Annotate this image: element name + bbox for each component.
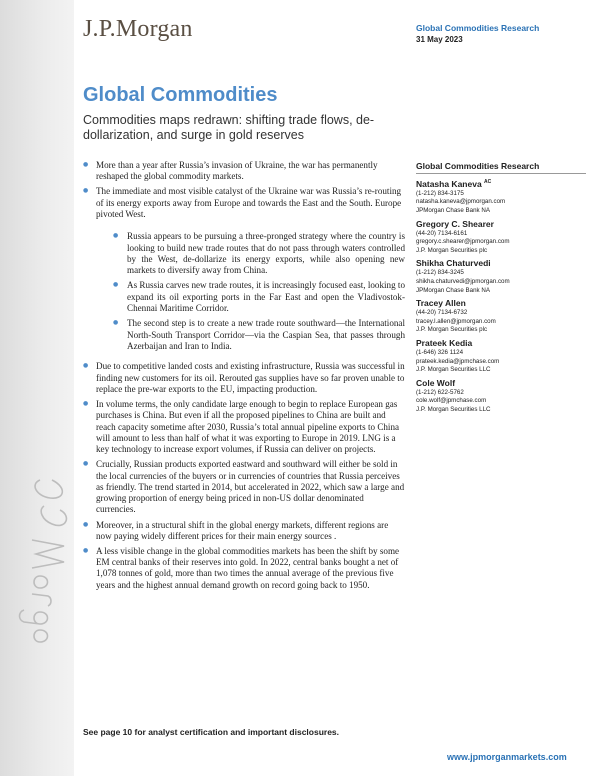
report-date: 31 May 2023 <box>416 35 463 44</box>
analyst-card <box>416 177 586 216</box>
analyst-name: Prateek Kedia <box>416 337 473 348</box>
analyst-entity: JPMorgan Chase Bank NA <box>416 207 490 215</box>
analyst-card <box>416 338 586 375</box>
analyst-entity: JPMorgan Chase Bank NA <box>416 286 490 294</box>
analyst-name: Cole Wolf <box>416 377 456 388</box>
sub-bullet: ● As Russia carves new trade routes, it is increasingly focused east, looking to expand its oil exporting ports in the Far East and open the Vladivostok-Chennai Maritime Corridor. <box>113 280 405 314</box>
analyst-entity: J.P. Morgan Securities LLC <box>416 405 491 413</box>
disclosure-note: See page 10 for analyst certification and important disclosures. <box>83 727 340 737</box>
analyst-phone: (1-212) 834-3175 <box>416 189 464 197</box>
summary-bullet: ● Due to competitive landed costs and existing infrastructure, Russia was successful in finding new customers for its oil. Rerouted gas supplies have so far proven unable to replace the pre-war exports to the EU, impacting production. <box>83 361 405 395</box>
analyst-phone: (44-20) 7134-6732 <box>416 309 468 317</box>
analyst-card <box>416 298 586 335</box>
left-margin-band <box>0 0 74 776</box>
analyst-card <box>416 378 586 415</box>
analyst-email-link[interactable]: gregory.c.shearer@jpmorgan.com <box>416 238 510 246</box>
analyst-name: Tracey Allen <box>416 298 466 309</box>
summary-bullet: ● Moreover, in a structural shift in the global energy markets, different regions are now paying widely different prices for their main energy sources . <box>83 520 405 543</box>
analyst-email-link[interactable]: tracey.l.allen@jpmorgan.com <box>416 317 496 325</box>
summary-bullet: ● A less visible change in the global commodities markets has been the shift by some EM central banks of their reserves into gold. In 2022, central banks bought a net of 1,078 tonnes of gold, more than two times the annual average of the previous five years and the highest annual demand growth on record going back to 1950. <box>83 546 405 591</box>
summary-bullet: ● The immediate and most visible catalyst of the Ukraine war was Russia’s re-routing of its energy exports away from Europe and towards the East and the South. Europe pivoted West. <box>83 186 405 220</box>
analyst-phone: (1-212) 834-3245 <box>416 269 464 277</box>
jpmorgan-logo: J.P.Morgan <box>83 16 193 42</box>
summary-bullets <box>83 160 405 220</box>
summary-bullet: ● In volume terms, the only candidate large enough to begin to replace European gas purchases is China. But even if all the proposed pipelines to China are built and reach capacity sometime after 2030, Russia’s total annual pipeline exports to China will amount to less than half of what it was exporting to Europe in 2019. LNG is a key technology to increase export volumes, if Russia can deliver on projects. <box>83 399 405 455</box>
analyst-email-link[interactable]: shikha.chaturvedi@jpmorgan.com <box>416 277 510 285</box>
summary-bullets-continued <box>83 361 405 591</box>
sidebar-title: Global Commodities Research <box>416 161 586 174</box>
analyst-phone: (44-20) 7134-6161 <box>416 229 468 237</box>
analyst-name: Natasha Kaneva <box>416 178 482 189</box>
page-title: Global Commodities <box>83 84 278 106</box>
page-subtitle: Commodities maps redrawn: shifting trade flows, de-dollarization, and surge in gold reserves <box>83 113 375 142</box>
analyst-sidebar <box>416 161 586 418</box>
sub-bullet: ● The second step is to create a new trade route southward—the International North-South Transport Corridor—via the Caspian Sea, that passes through Azerbaijan and Iran to India. <box>113 318 405 352</box>
summary-bullet: ● Crucially, Russian products exported eastward and southward will either be sold in the local currencies of the buyers or in currencies of countries that Russia perceives as friendly. The trend started in 2014, but accelerated in 2022, which saw a large and growing proportion of energy being priced in non-US dollar denominated currencies. <box>83 459 405 515</box>
analyst-card <box>416 219 586 256</box>
sub-bullet: ● Russia appears to be pursuing a three-pronged strategy where the country is looking to build new trade routes that do not pass through waters controlled by the West, de-dollarize its energy exports, while also opening new markets to diversify away from China. <box>113 231 405 276</box>
jpmorgan-watermark-logo <box>10 470 70 650</box>
analyst-entity: J.P. Morgan Securities plc <box>416 246 488 254</box>
analyst-email-link[interactable]: cole.wolf@jpmchase.com <box>416 397 487 405</box>
website-link[interactable]: www.jpmorganmarkets.com <box>447 752 567 762</box>
analyst-email-link[interactable]: prateek.kedia@jpmchase.com <box>416 357 500 365</box>
strategy-sub-bullets <box>83 231 405 352</box>
analyst-phone: (1-212) 622-5762 <box>416 388 464 396</box>
summary-bullet: ● More than a year after Russia’s invasion of Ukraine, the war has permanently reshaped the global commodity markets. <box>83 160 405 183</box>
analyst-card <box>416 258 586 295</box>
analyst-name: Gregory C. Shearer <box>416 218 494 229</box>
analyst-cert-badge: AC <box>484 179 492 185</box>
analyst-entity: J.P. Morgan Securities LLC <box>416 366 491 374</box>
analyst-phone: (1-646) 326 1124 <box>416 348 464 356</box>
report-series: Global Commodities Research <box>416 23 540 33</box>
analyst-entity: J.P. Morgan Securities plc <box>416 326 488 334</box>
analyst-email-link[interactable]: natasha.kaneva@jpmorgan.com <box>416 198 506 206</box>
analyst-name: Shikha Chaturvedi <box>416 258 491 269</box>
summary-body <box>83 160 405 595</box>
